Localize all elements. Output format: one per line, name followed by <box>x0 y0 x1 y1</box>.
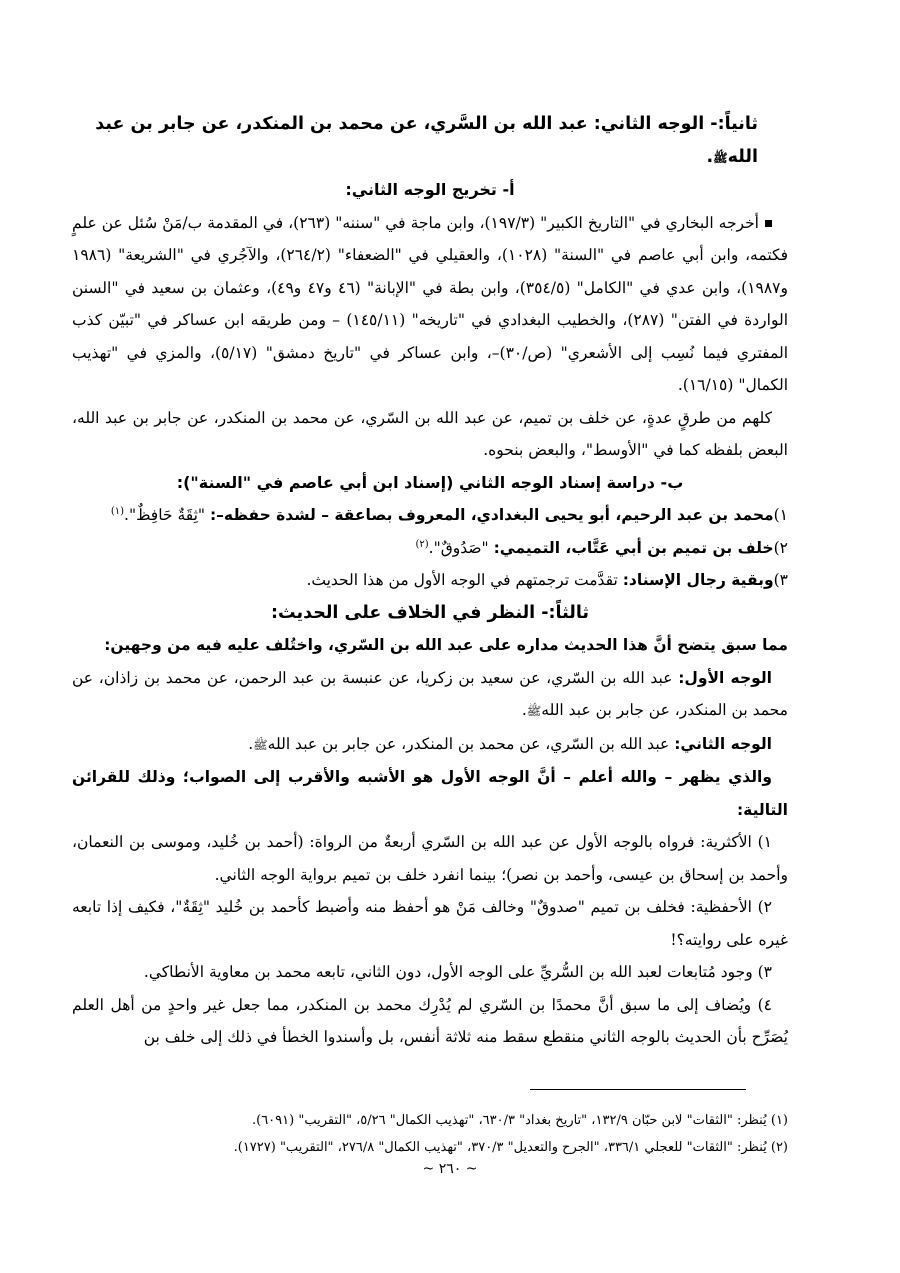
section-heading-disagreement: ثالثاً:- النظر في الخلاف على الحديث: <box>271 602 589 623</box>
qarina-item: ٢) الأحفظية: فخلف بن تميم "صدوقٌ" وخالف مَنْ هو أحفظ منه وأضبط كأحمد بن خُليد "ثِقَةٌ"، فكيف إذا تابعه غيره على روايته؟! <box>72 898 788 949</box>
page-number: ~ ٢٦٠ ~ <box>422 1161 478 1177</box>
conclusion-statement: والذي يظهر – والله أعلم – أنَّ الوجه الأول هو الأشبه والأقرب إلى الصواب؛ وذلك للقرائن التالية: <box>72 768 788 819</box>
pbuh-icon: ﷺ <box>713 150 728 165</box>
footnote: (١) يُنظر: "الثقات" لابن حبّان ١٣٢/٩، "تاريخ بغداد" ٦٣٠/٣، "تهذيب الكمال" ٥/٢٦، "التقريب" (٦٠٩١). <box>251 1113 788 1128</box>
footnote: (٢) يُنظر: "الثقات" للعجلي ٣٣٦/١، "الجرح والتعديل" ٣٧٠/٣، "تهذيب الكمال" ٢٧٦/٨، "التقريب" (١٧٢٧). <box>233 1140 788 1155</box>
narrator-item: ٣)وبقية رجال الإسناد: تقدَّمت ترجمتهم في الوجه الأول من هذا الحديث. <box>306 571 788 589</box>
wajh-awwal: الوجه الأول: عبد الله بن السّري، عن سعيد بن زكريا، عن عنبسة بن عبد الرحمن، عن محمد بن زاذان، عن محمد بن المنكدر، عن جابر بن عبد اللهﷺ. <box>72 668 788 719</box>
page-body <box>72 108 788 1054</box>
qarina-item: ١) الأكثرية: فرواه بالوجه الأول عن عبد الله بن السّري أربعةٌ من الرواة: (أحمد بن خُليد، وموسى بن النعمان، وأحمد بن إسحاق بن عيسى، وأحمد بن نصر)؛ بينما انفرد خلف بن تميم برواية الوجه الثاني. <box>72 833 788 884</box>
kulluhum-paragraph: كلهم من طرقٍ عدةٍ، عن خلف بن تميم، عن عبد الله بن السّري، عن محمد بن المنكدر، عن جابر بن عبد الله، البعض بلفظه كما في "الأوسط"، والبعض بنحوه. <box>72 408 788 459</box>
footnote-ref[interactable]: (١) <box>110 505 125 517</box>
narrator-item: ١)محمد بن عبد الرحيم، أبو يحيى البغدادي، المعروف بصاعقة – لشدة حفظه–: "ثِقَةٌ حَافِظٌ".$^{(١)}$ <box>110 505 788 524</box>
intro-statement: مما سبق يتضح أنَّ هذا الحديث مداره على عبد الله بن السّري، واختُلف عليه فيه من وجهين: <box>104 636 788 654</box>
heading-text: عبد الله بن السَّري، عن محمد بن المنكدر، عن جابر بن عبد الله <box>95 114 758 167</box>
pbuh-icon: ﷺ <box>526 704 542 718</box>
narrator-item: ٢)خلف بن تميم بن أبي عَتَّاب، التميمي: "صَدُوقٌ".$^{(٢)}$ <box>415 538 788 557</box>
footnotes <box>100 1107 788 1161</box>
footnote-ref[interactable]: (٢) <box>415 538 429 550</box>
pbuh-icon: ﷺ <box>253 737 268 752</box>
wajh-thani: الوجه الثاني: عبد الله بن السّري، عن محمد بن المنكدر، عن جابر بن عبد اللهﷺ. <box>248 734 772 753</box>
section-heading-second-aspect: ثانياً:- الوجه الثاني: عبد الله بن السَّري، عن محمد بن المنكدر، عن جابر بن عبد اللهﷺ. <box>95 114 758 167</box>
heading-colon: : <box>587 114 601 134</box>
qarina-item: ٤) ويُضاف إلى ما سبق أنَّ محمدًا بن السّري لم يُدْرِك محمد بن المنكدر، مما جعل غير واحدٍ من أهل العلم يُصَرِّح بأن الحديث بالوجه الثاني منقطع سقط منه ثلاثة أنفس، بل وأسندوا الخطأ في ذلك إلى خلف بن <box>72 995 788 1046</box>
takhrij-paragraph: أخرجه البخاري في "التاريخ الكبير" (١٩٧/٣)، وابن ماجة في "سننه" (٢٦٣)، في المقدمة ب/مَنْ سُئل عن علمٍ فكتمه، وابن أبي عاصم في "السنة" (١٠٢٨)، والعقيلي في "الضعفاء" (٢٦٤/٢)، والآجُري في "الشريعة" (١٩٨٦ و١٩٨٧)، وابن عدي في "الكامل" (٣٥٤/٥)، وابن بطة في "الإبانة" (٤٦ و٤٧ و٤٩)، وعثمان بن سعيد في "السنن الواردة في الفتن" (٢٨٧)، والخطيب البغدادي في "تاريخه" (١٤٥/١١) – ومن طريقه ابن عساكر في "تبيّن كذب المفتري فيما نُسِب إلى الأشعري" (ص/٣٠)–، وابن عساكر في "تاريخ دمشق" (٥/١٧)، والمزي في "تهذيب الكمال" (١٦/١٥). <box>72 213 789 394</box>
subheading-takhrij: أ- تخريج الوجه الثاني: <box>345 180 515 199</box>
heading-prefix: ثانياً:- الوجه الثاني <box>600 114 758 134</box>
subheading-isnad-study: ب- دراسة إسناد الوجه الثاني (إسناد ابن أبي عاصم في "السنة"): <box>176 472 684 492</box>
bullet-icon <box>765 220 772 227</box>
qarina-item: ٣) وجود مُتابعات لعبد الله بن السُّريِّ على الوجه الأول، دون الثاني، تابعه محمد بن معاوية الأنطاكي. <box>143 963 772 981</box>
footnote-separator <box>530 1089 746 1090</box>
